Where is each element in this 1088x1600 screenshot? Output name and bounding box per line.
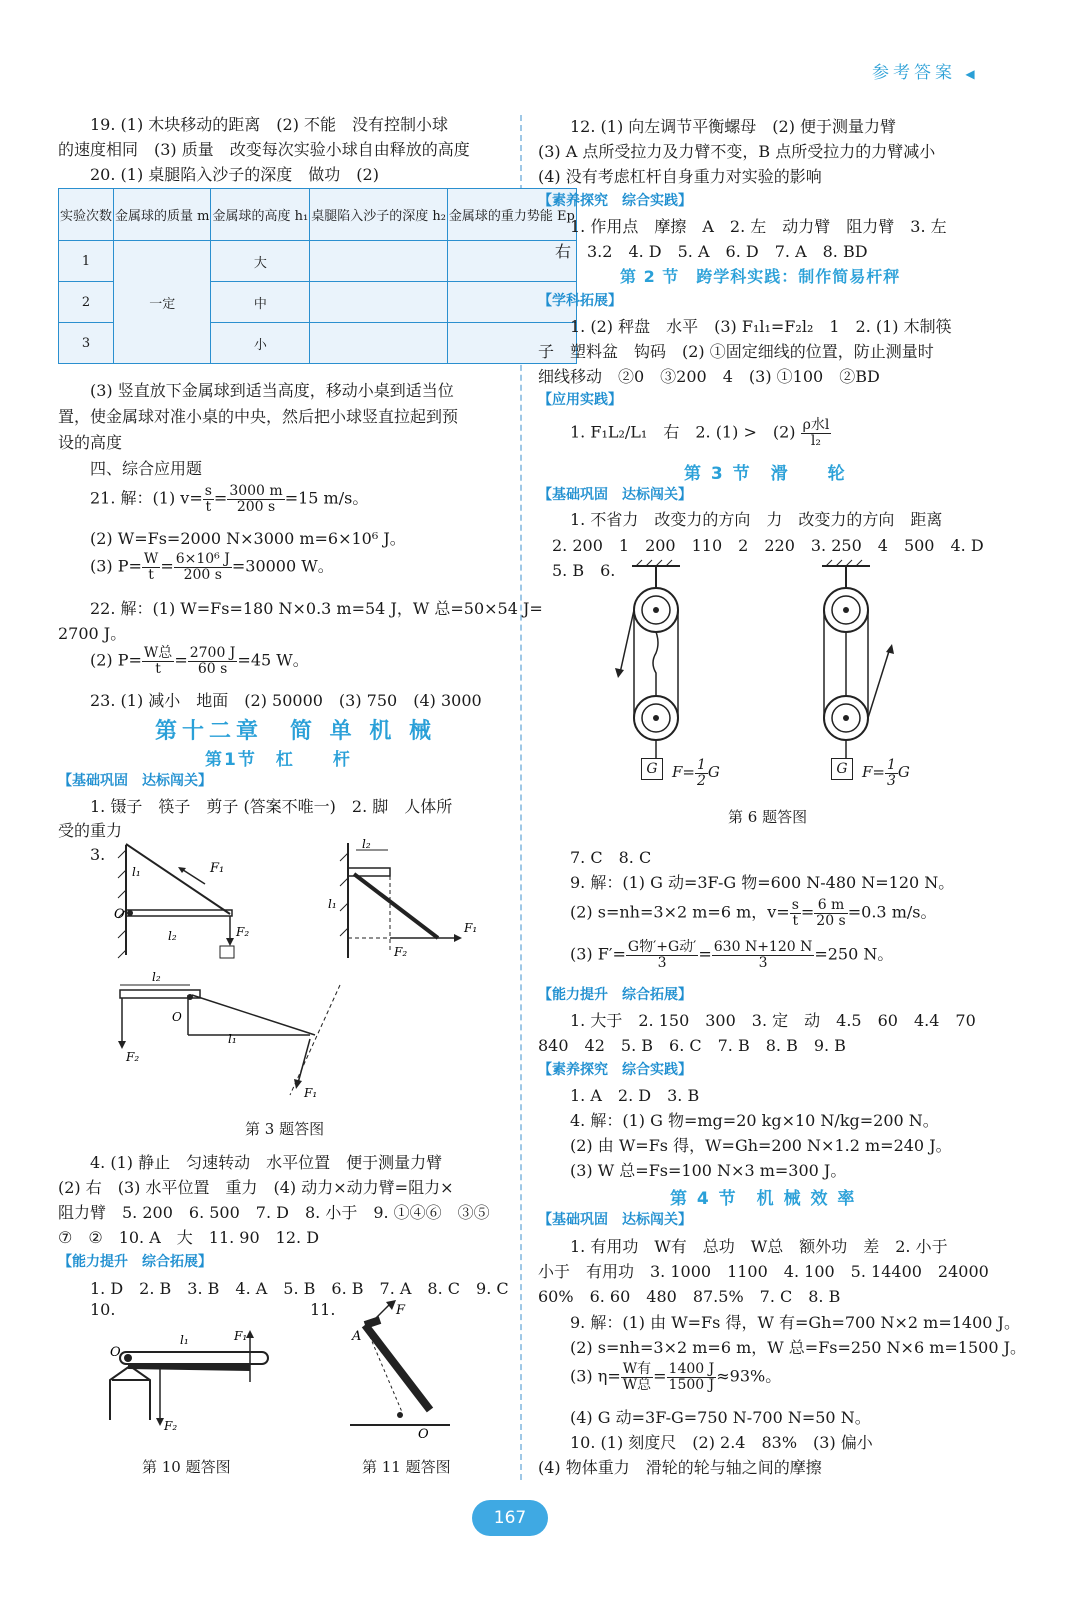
chapter-title: 第十二章 简 单 机 械 xyxy=(155,719,436,744)
svg-text:F₁: F₁ xyxy=(210,861,225,876)
table-cell xyxy=(310,241,448,282)
svg-text:O: O xyxy=(114,907,125,922)
svg-text:O: O xyxy=(418,1427,429,1440)
p7-line: 7. C 8. C xyxy=(570,848,652,867)
tag-subject: 【学科拓展】 xyxy=(538,293,622,309)
s1-line2: 子 塑料盆 钩码 (2) ①固定细线的位置，防止测量时 xyxy=(538,342,934,361)
c-line1: 1. 大于 2. 150 300 3. 定 动 4.5 60 4.4 70 xyxy=(570,1011,976,1030)
weight-block: G xyxy=(641,758,663,780)
svg-text:l₂: l₂ xyxy=(152,970,161,984)
p9-1: 9. 解：(1) G 动=3F-G 物=600 N-480 N=120 N。 xyxy=(570,873,955,892)
p9-3: (3) F′= $\frac{\text{G物′+G动′}}{3}$ = $\frac{630 N+120 N}{3}$ =250 N。 xyxy=(570,939,894,971)
table-cell xyxy=(310,282,448,323)
fraction: $\frac{\text{W有}}{\text{W总}}$ xyxy=(622,1361,652,1393)
section-4-heading: 四、综合应用题 xyxy=(90,459,203,478)
r12-line2: (3) A 点所受拉力及力臂不变，B 点所受拉力的力臂减小 xyxy=(538,142,936,161)
m9-3: (3) η= $\frac{\text{W有}}{\text{W总}}$ = $\frac{1400 J}{1500 J}$ ≈93%。 xyxy=(570,1361,782,1393)
table-cell: 小 xyxy=(211,323,310,364)
q11-diagram xyxy=(340,1300,460,1440)
fraction: $\frac{W}{t}$ xyxy=(143,551,159,583)
caption-q6: 第 6 题答图 xyxy=(728,808,808,826)
r12-line1: 12. (1) 向左调节平衡螺母 (2) 便于测量力臂 xyxy=(570,117,897,136)
svg-text:l₂: l₂ xyxy=(362,838,371,851)
section-3-title: 第 3 节 滑 轮 xyxy=(684,464,847,484)
pulley-formula-1: F= $\frac{1}{2}$ G xyxy=(672,757,720,789)
q21-1: 21. 解：(1) v= $\frac{s}{t}$ = $\frac{3000 m}{200 s}$ =15 m/s。 xyxy=(90,483,369,515)
tag-ability-r: 【能力提升 综合拓展】 xyxy=(538,987,692,1003)
fraction: $\frac{630 N+120 N}{3}$ xyxy=(713,939,813,971)
s1-line3: 细线移动 ②0 ③200 4 (3) ①100 ②BD xyxy=(538,367,880,386)
a11-label: 11. xyxy=(310,1300,336,1319)
caption-q11: 第 11 题答图 xyxy=(362,1458,451,1476)
caption-q10: 第 10 题答图 xyxy=(142,1458,231,1476)
e1-line2: 右 3.2 4. D 5. A 6. D 7. A 8. BD xyxy=(555,242,868,261)
b4-line3: 阻力臂 5. 200 6. 500 7. D 8. 小于 9. ①④⑥ ③⑤ xyxy=(58,1203,490,1222)
e1-line1: 1. 作用点 摩擦 A 2. 左 动力臂 阻力臂 3. 左 xyxy=(570,217,947,236)
q20-3-line3: 设的高度 xyxy=(58,433,123,452)
fraction: $\frac{3000 m}{200 s}$ xyxy=(229,483,283,515)
fraction: $\frac{2700 J}{60 s}$ xyxy=(189,645,236,677)
m9-1: 9. 解：(1) 由 W=Fs 得，W 有=Gh=700 N×2 m=1400 J。 xyxy=(570,1313,1020,1332)
fraction: $\frac{6 m}{20 s}$ xyxy=(816,897,846,929)
tag-basic-r: 【基础巩固 达标闯关】 xyxy=(538,487,692,503)
table-cell: 2 xyxy=(59,282,114,323)
fraction: $\frac{1}{3}$ xyxy=(886,757,896,789)
svg-text:F₂: F₂ xyxy=(394,945,408,959)
d-line2: 4. 解：(1) G 物=mg=20 kg×10 N/kg=200 N。 xyxy=(570,1111,939,1130)
q22-1-line1: 22. 解：(1) W=Fs=180 N×0.3 m=54 J，W 总=50×54 J= xyxy=(90,599,543,618)
q23: 23. (1) 减小 地面 (2) 50000 (3) 750 (4) 3000 xyxy=(90,691,482,710)
fraction: $\frac{s}{t}$ xyxy=(204,483,212,515)
tag-basic: 【基础巩固 达标闯关】 xyxy=(58,773,212,789)
svg-text:l₁: l₁ xyxy=(180,1333,189,1347)
tag-apply: 【应用实践】 xyxy=(538,392,622,408)
svg-text:l₁: l₁ xyxy=(228,1032,237,1046)
b4-line2: (2) 右 (3) 水平位置 重力 (4) 动力×动力臂=阻力× xyxy=(58,1178,454,1197)
svg-text:F: F xyxy=(396,1303,406,1318)
svg-text:F₁: F₁ xyxy=(304,1086,318,1100)
fraction: $\frac{\text{W总}}{t}$ xyxy=(143,645,173,677)
svg-text:F₂: F₂ xyxy=(126,1050,140,1064)
m10-line2: (4) 物体重力 滑轮的轮与轴之间的摩擦 xyxy=(538,1458,822,1477)
tag-explore-r: 【素养探究 综合实践】 xyxy=(538,1062,692,1078)
b1-line2: 受的重力 xyxy=(58,821,123,840)
svg-text:l₂: l₂ xyxy=(168,929,177,943)
fraction: $\frac{\text{6×10⁶ J}}{200 s}$ xyxy=(175,551,230,583)
ap-line: 1. F₁L₂/L₁ 右 2. (1) > (2) $\frac{\text{ρ水l}}{\text{l₂}}$ xyxy=(570,417,830,449)
svg-text:F₂: F₂ xyxy=(236,925,250,939)
q21-3: (3) P= $\frac{W}{t}$ = $\frac{\text{6×10⁶ J}}{200 s}$ =30000 W。 xyxy=(90,551,334,583)
page-number: 167 xyxy=(472,1500,548,1536)
svg-text:l₁: l₁ xyxy=(328,897,337,911)
q3-diagram-c xyxy=(110,965,360,1105)
q22-1-line2: 2700 J。 xyxy=(58,624,127,643)
svg-text:F₂: F₂ xyxy=(164,1419,178,1433)
m-line2: 小于 有用功 3. 1000 1100 4. 100 5. 14400 24000 xyxy=(538,1262,989,1281)
d-line1: 1. A 2. D 3. B xyxy=(570,1086,700,1105)
svg-text:A: A xyxy=(352,1329,362,1344)
c-line2: 840 42 5. B 6. C 7. B 8. B 9. B xyxy=(538,1036,846,1055)
m-line3: 60% 6. 60 480 87.5% 7. C 8. B xyxy=(538,1287,841,1306)
a-line1: 1. D 2. B 3. B 4. A 5. B 6. B 7. A 8. C 9. C xyxy=(90,1279,509,1298)
q3-diagram-a xyxy=(110,840,250,960)
table-cell-merged: 一定 xyxy=(114,241,211,364)
q21-2: (2) W=Fs=2000 N×3000 m=6×10⁶ J。 xyxy=(90,529,406,548)
caption-q3: 第 3 题答图 xyxy=(245,1120,325,1138)
s1-line1: 1. (2) 秤盘 水平 (3) F₁l₁=F₂l₂ 1 2. (1) 木制筷 xyxy=(570,317,952,336)
p9-2: (2) s=nh=3×2 m=6 m，v= $\frac{s}{t}$ = $\frac{6 m}{20 s}$ =0.3 m/s。 xyxy=(570,897,937,929)
d-line4: (3) W 总=Fs=100 N×3 m=300 J。 xyxy=(570,1161,847,1180)
pulley-formula-2: F= $\frac{1}{3}$ G xyxy=(862,757,910,789)
q20-3-line2: 置，使金属球对准小桌的中央，然后把小球竖直拉起到预 xyxy=(58,407,459,426)
table-header: 桌腿陷入沙子的深度 h₂ xyxy=(310,189,448,241)
fraction: $\frac{s}{t}$ xyxy=(791,897,799,929)
r12-line3: (4) 没有考虑杠杆自身重力对实验的影响 xyxy=(538,167,822,186)
table-cell: 1 xyxy=(59,241,114,282)
table-header: 金属球的质量 m xyxy=(114,189,211,241)
table-cell xyxy=(310,323,448,364)
table-cell: 中 xyxy=(211,282,310,323)
svg-text:O: O xyxy=(172,1010,182,1024)
section-1-title: 第1节 杠 杆 xyxy=(205,750,352,770)
table-header: 实验次数 xyxy=(59,189,114,241)
section-4-title: 第 4 节 机 械 效 率 xyxy=(670,1189,857,1209)
table-header: 金属球的重力势能 Ep xyxy=(447,189,576,241)
b4-line1: 4. (1) 静止 匀速转动 水平位置 便于测量力臂 xyxy=(90,1153,443,1172)
p1-line1: 1. 不省力 改变力的方向 力 改变力的方向 距离 xyxy=(570,510,943,529)
d-line3: (2) 由 W=Fs 得，W=Gh=200 N×1.2 m=240 J。 xyxy=(570,1136,952,1155)
q22-2: (2) P= $\frac{\text{W总}}{t}$ = $\frac{2700 J}{60 s}$ =45 W。 xyxy=(90,645,309,677)
header-title: 参考答案 ◀ xyxy=(872,63,979,83)
experiment-table xyxy=(58,188,577,364)
q20-line1: 20. (1) 桌腿陷入沙子的深度 做功 (2) xyxy=(90,165,379,184)
table-cell: 3 xyxy=(59,323,114,364)
svg-text:F₁: F₁ xyxy=(234,1329,248,1343)
q20-3-line1: (3) 竖直放下金属球到适当高度，移动小桌到适当位 xyxy=(90,381,454,400)
table-cell: 大 xyxy=(211,241,310,282)
m9-4: (4) G 动=3F-G=750 N-700 N=50 N。 xyxy=(570,1408,871,1427)
b1-line1: 1. 镊子 筷子 剪子 (答案不唯一) 2. 脚 人体所 xyxy=(90,797,453,816)
tag-ability: 【能力提升 综合拓展】 xyxy=(58,1254,212,1270)
p1-line2: 2. 200 1 200 110 2 220 3. 250 4 500 4. D xyxy=(552,536,984,555)
section-2-title: 第 2 节 跨学科实践：制作简易杆秤 xyxy=(620,267,901,286)
q10-diagram xyxy=(100,1310,280,1440)
q3-diagram-b xyxy=(318,838,488,963)
fraction: $\frac{1400 J}{1500 J}$ xyxy=(668,1361,715,1393)
a10-label: 10. xyxy=(90,1300,116,1319)
m-line1: 1. 有用功 W有 总功 W总 额外功 差 2. 小于 xyxy=(570,1237,948,1256)
svg-text:l₁: l₁ xyxy=(132,865,141,879)
fraction: $\frac{\text{ρ水l}}{\text{l₂}}$ xyxy=(802,417,830,449)
b4-line4: ⑦ ② 10. A 大 11. 90 12. D xyxy=(58,1228,320,1247)
q19-line2: 的速度相同 (3) 质量 改变每次实验小球自由释放的高度 xyxy=(58,140,470,159)
table-header: 金属球的高度 h₁ xyxy=(211,189,310,241)
m10-line1: 10. (1) 刻度尺 (2) 2.4 83% (3) 偏小 xyxy=(570,1433,873,1452)
p5-line: 5. B 6. xyxy=(552,561,616,580)
q19-line1: 19. (1) 木块移动的距离 (2) 不能 没有控制小球 xyxy=(90,115,449,134)
m9-2: (2) s=nh=3×2 m=6 m，W 总=Fs=250 N×6 m=1500 J。 xyxy=(570,1338,1027,1357)
weight-block: G xyxy=(831,758,853,780)
svg-text:F₁: F₁ xyxy=(464,921,478,935)
fraction: $\frac{1}{2}$ xyxy=(696,757,706,789)
tag-explore: 【素养探究 综合实践】 xyxy=(538,193,692,209)
fraction: $\frac{\text{G物′+G动′}}{3}$ xyxy=(627,939,697,971)
tag-basic-r2: 【基础巩固 达标闯关】 xyxy=(538,1212,692,1228)
svg-text:O: O xyxy=(110,1345,121,1360)
b3-label: 3. xyxy=(90,845,106,864)
